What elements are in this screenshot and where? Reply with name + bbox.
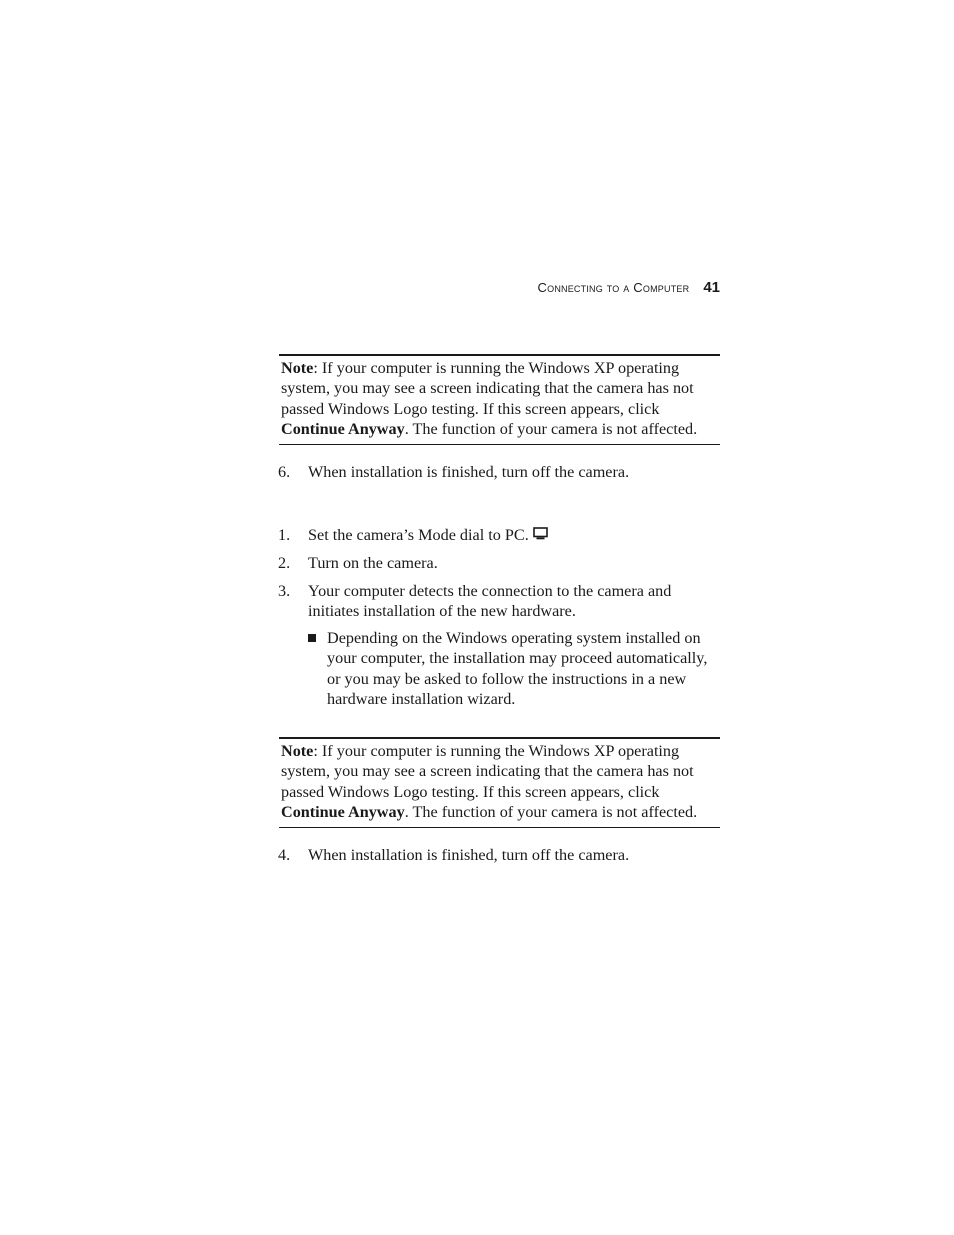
bullet-item	[308, 628, 723, 709]
step-text: When installation is finished, turn off the camera.	[308, 463, 630, 481]
step-number: 4.	[278, 846, 291, 864]
note-text: If your computer is running the Windows XP operating system, you may see a screen indicating that the camera has not passed Windows Logo testing. If this screen appears, click	[281, 359, 694, 418]
step-number: 1.	[278, 526, 291, 544]
note-colon: :	[313, 359, 322, 377]
step-text: When installation is finished, turn off the camera.	[308, 846, 630, 864]
step-text-wrap	[308, 525, 723, 545]
note-label: Note	[281, 742, 314, 760]
step-number: 6.	[278, 463, 291, 481]
list-item	[278, 845, 723, 865]
list-item	[278, 581, 688, 622]
step-text: Set the camera’s Mode dial to PC.	[308, 526, 529, 544]
note-text-end: . The function of your camera is not affected.	[404, 419, 698, 438]
running-header	[400, 279, 720, 297]
step-number: 3.	[278, 582, 291, 600]
pc-monitor-icon	[533, 525, 548, 545]
note-text: If your computer is running the Windows XP operating system, you may see a screen indicating that the camera has not passed Windows Logo testing. If this screen appears, click	[281, 742, 694, 801]
list-item	[278, 462, 723, 482]
list-item	[278, 553, 723, 573]
continue-anyway-text: Continue Anyway	[281, 802, 405, 821]
continue-anyway-text: Continue Anyway	[281, 419, 405, 438]
note-box	[279, 737, 720, 828]
note-colon: :	[313, 742, 322, 760]
step-text: Turn on the camera.	[308, 554, 438, 572]
note-text-end: . The function of your camera is not affected.	[404, 802, 698, 821]
step-number: 2.	[278, 554, 291, 572]
square-bullet-icon	[308, 634, 316, 642]
note-box	[279, 354, 720, 445]
chapter-title: Connecting to a Computer	[537, 280, 690, 295]
bullet-text: Depending on the Windows operating system installed on your computer, the installation may proceed automatically, or you may be asked to follow the instructions in a new hardware installation wizard.	[327, 629, 708, 708]
step-text: Your computer detects the connection to the camera and initiates installation of the new hardware.	[308, 582, 672, 621]
list-item	[278, 525, 723, 545]
page-number: 41	[703, 279, 720, 296]
note-label: Note	[281, 359, 314, 377]
